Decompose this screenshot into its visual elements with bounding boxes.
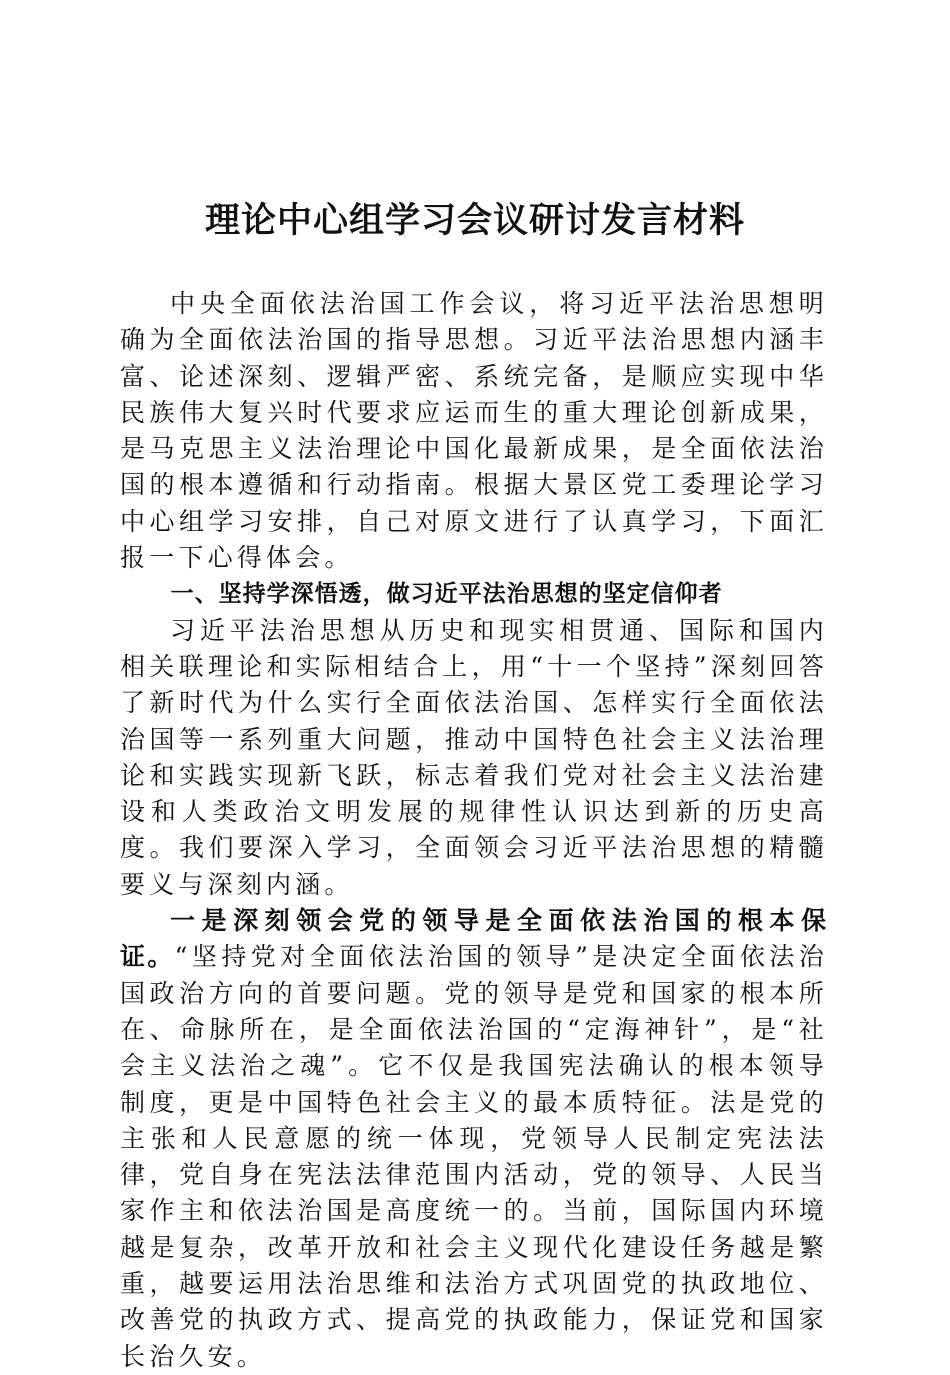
- intro-paragraph: 中央全面依法治国工作会议，将习近平法治思想明确为全面依法治国的指导思想。习近平法治思想内涵丰富、论述深刻、逻辑严密、系统完备，是顺应实现中华民族伟大复兴时代要求应运而生的重大理论创新成果，是马克思主义法治理论中国化最新成果，是全面依法治国的根本遵循和行动指南。根据大景区党工委理论学习中心组学习安排，自己对原文进行了认真学习，下面汇报一下心得体会。: [120, 289, 828, 573]
- document-body: [120, 286, 828, 1375]
- document-title: 理论中心组学习会议研讨发言材料: [204, 200, 745, 241]
- section-heading: 一、坚持学深悟透，做习近平法治思想的坚定信仰者: [170, 581, 723, 608]
- section-paragraph: 习近平法治思想从历史和现实相贯通、国际和国内相关联理论和实际相结合上，用“十一个坚持”深刻回答了新时代为什么实行全面依法治国、怎样实行全面依法治国等一系列重大问题，推动中国特色社会主义法治理论和实践实现新飞跃，标志着我们党对社会主义法治建设和人类政治文明发展的规律性认识达到新的历史高度。我们要深入学习，全面领会习近平法治思想的精髓要义与深刻内涵。: [120, 615, 828, 899]
- point-paragraph: [120, 903, 828, 1375]
- point-body-text: “坚持党对全面依法治国的领导”是决定全面依法治国政治方向的首要问题。党的领导是党和国家的根本所在、命脉所在，是全面依法治国的“定海神针”，是“社会主义法治之魂”。它不仅是我国宪法确认的根本领导制度，更是中国特色社会主义的最本质特征。法是党的主张和人民意愿的统一体现，党领导人民制定宪法法律，党自身在宪法法律范围内活动，党的领导、人民当家作主和依法治国是高度统一的。当前，国际国内环境越是复杂，改革开放和社会主义现代化建设任务越是繁重，越要运用法治思维和法治方式巩固党的执政地位、改善党的执政方式、提高党的执政能力，保证党和国家长治久安。: [120, 942, 828, 1371]
- point-lead-sentence: 一是深刻领会党的领导是全面依法治国的根本保证。: [120, 906, 828, 972]
